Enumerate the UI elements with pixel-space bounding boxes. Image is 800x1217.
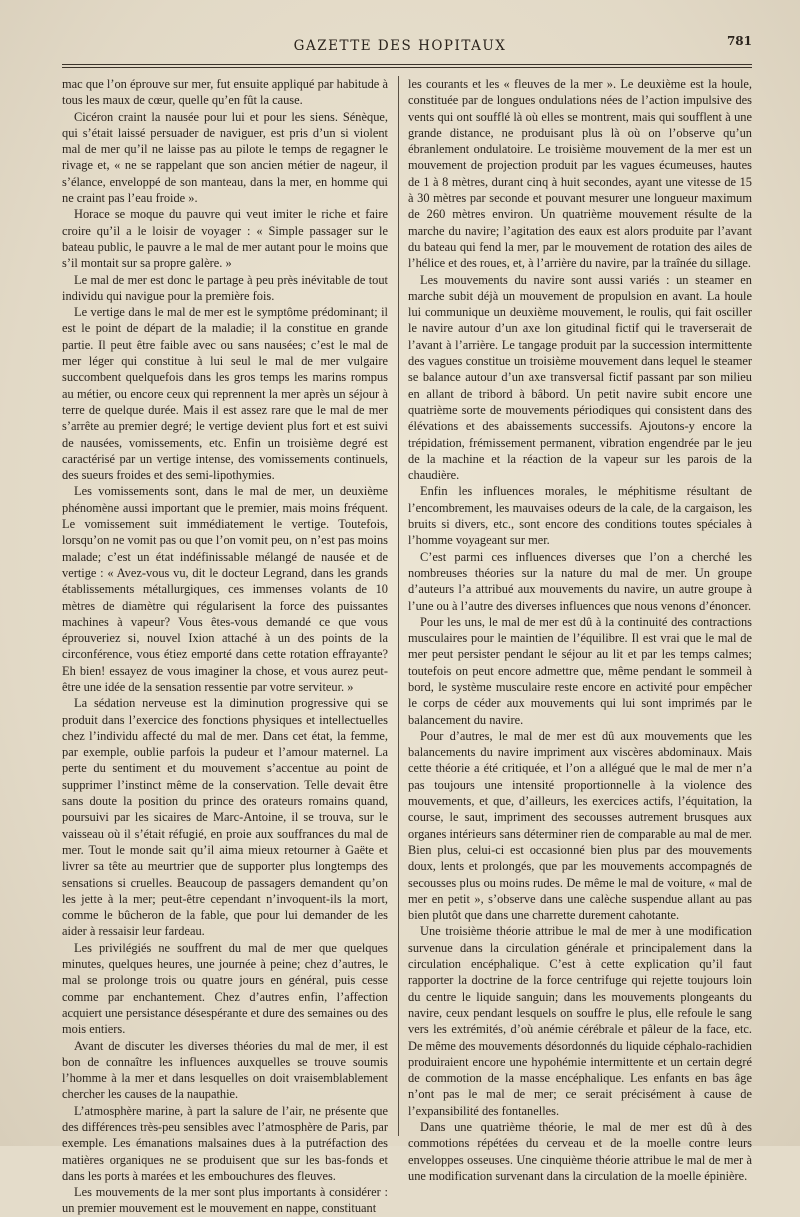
paragraph: les courants et les « fleuves de la mer ». Le deuxième est la houle, constituée par de longues ondulations nées de l’action impulsive des vents qui ont soufflé là où elles se montrent, mais qui soufflent à une grande distance, ne produisant plus là où on l’observe qu’un ébranlement ondulatoire. Le troisième mouvement de la mer est un mouvement de projection produit par les vagues écumeuses, hautes de 1 à 8 mètres, durant cinq à huit secondes, ayant une vitesse de 15 à 30 mètres par seconde et pouvant mesurer une longueur maximum de 260 mètres environ. Un quatrième mouvement résulte de la marche du navire; l’agitation des eaux est alors produite par l’avant du bateau qui fend la mer, par le mouvement de rotation des ailes de l’hélice et des roues, et, à l’arrière du navire, par la traînée du sillage.	[408, 77, 752, 271]
paragraph: Les mouvements de la mer sont plus importants à considérer : un premier mouvement est le mouvement en nappe, constituant	[62, 1185, 388, 1216]
paragraph: mac que l’on éprouve sur mer, fut ensuite appliqué par habitude à tous les maux de cœur, quelle qu’en fût la cause.	[62, 77, 388, 108]
column-divider	[398, 76, 399, 1136]
page-header	[0, 34, 800, 60]
page-number: 781	[726, 34, 752, 48]
paragraph: Pour les uns, le mal de mer est dû à la continuité des contractions musculaires pour le maintien de l’équilibre. Il est vrai que le mal de mer peut persister pendant le séjour au lit et par les temps calmes; toutefois on peut encore admettre que, même pendant le sommeil à bord, le système musculaire reste encore en activité pour empêcher le corps de céder aux mouvements qui lui sont imprimés par le balancement du navire.	[408, 614, 752, 727]
paragraph: Avant de discuter les diverses théories du mal de mer, il est bon de connaître les influences auxquelles se trouve soumis l’homme à la mer et dans lesquelles on doit vraisemblablement chercher les causes de la naupathie.	[62, 1038, 388, 1102]
right-column	[408, 76, 752, 1184]
paragraph: La sédation nerveuse est la diminution progressive qui se produit dans l’exercice des fonctions physiques et intellectuelles chez l’individu affecté du mal de mer. Dans cet état, la femme, par exemple, oublie parfois la pudeur et l’amour maternel. La perte du sentiment et du mouvement s’accentue au point de supprimer l’instinct même de la conservation. Telle devait être sans doute la position du prince des orateurs romains quand, poursuivi par les sicaires de Marc-Antoine, il se trouva, sur le vaisseau où il s’était réfugié, en proie aux souffrances du mal de mer. Tout le monde sait qu’il aima mieux retourner à Gaëte et livrer sa tête au meurtrier que de supporter plus longtemps des sensations si cruelles. Beaucoup de passagers demandent qu’on les jette à la mer; peut-être cependant n’invoquent-ils la mort, comme le bûcheron de la fable, que pour lui demander de les aider à ressaisir leur fardeau.	[62, 696, 388, 939]
paragraph: Cicéron craint la nausée pour lui et pour les siens. Sénèque, qui s’était laissé persuader de naviguer, est pris d’un si violent mal de mer qu’il ne laisse pas au pilote le temps de regagner le rivage et, « ne se rappelant que son ancien métier de nageur, il s’élance, enveloppé de son manteau, dans la mer, en homme qui ne craint pas l’eau froide ».	[62, 109, 388, 206]
paragraph: C’est parmi ces influences diverses que l’on a cherché les nombreuses théories sur la nature du mal de mer. Un groupe d’auteurs l’a attribué aux mouvements du navire, un autre groupe à l’une ou à l’autre des diverses influences que nous venons d’énoncer.	[408, 549, 752, 613]
left-column	[62, 76, 388, 1217]
paragraph: Horace se moque du pauvre qui veut imiter le riche et faire croire qu’il a le loisir de voyager : « Simple passager sur le bateau public, le pauvre a le mal de mer autant pour le moins que s’il montait sur sa propre galère. »	[62, 207, 388, 271]
paragraph: Les privilégiés ne souffrent du mal de mer que quelques minutes, quelques heures, une journée à peine; chez d’autres, le mal se prolonge trois ou quatre jours en général, puis cesse comme par enchantement. Chez d’autres enfin, l’affection acquiert une persistance désespérante et dure des semaines ou des mois entiers.	[62, 940, 388, 1037]
header-rule	[62, 64, 752, 65]
paragraph: Pour d’autres, le mal de mer est dû aux mouvements que les balancements du navire impriment aux viscères abdominaux. Mais cette théorie a été critiquée, et l’on a allégué que le mal de mer n’a pas toujours une intensité proportionnelle à la violence des mouvements, et que, d’ailleurs, les exercices actifs, l’équitation, la course, le saut, impriment des secousses autrement brusques aux organes intérieurs sans déterminer rien de comparable au mal de mer. Bien plus, celui-ci est occasionné bien plus par des mouvements doux, lents et prolongés, que par les mouvements accompagnés de secousses plus ou moins rudes. De même le mal de voiture, « mal de mer en petit », s’observe dans une calèche suspendue allant au pas bien plutôt que dans une charrette durement cahotante.	[408, 728, 752, 923]
paragraph: Dans une quatrième théorie, le mal de mer est dû à des commotions répétées du cerveau et de la moelle contre leurs enveloppes osseuses. Une cinquième théorie attribue le mal de mer à une modification survenant dans la circulation de la moelle épinière.	[408, 1120, 752, 1183]
paragraph: Le vertige dans le mal de mer est le symptôme prédominant; il est le point de départ de la maladie; il la constitue en grande partie. Il peut être faible avec ou sans nausées; c’est le mal de mer léger qui constitue à lui seul le mal de mer vulgaire succombent quelquefois dans les gros temps les marins rompus au métier, ou encore ceux qui reprennent la mer après un séjour à terre de quelque durée. Mais il est assez rare que le mal de mer s’arrête au premier degré; le vertige devient plus fort et est suivi de nausées, vomissements, etc. Enfin un troisième degré est caractérisé par un vertige intense, des vomissements continuels, des sueurs froides et des semi-lipothymies.	[62, 305, 388, 483]
paragraph: Une troisième théorie attribue le mal de mer à une modification survenue dans la circulation générale et principalement dans la circulation encéphalique. C’est à cette explication qu’il faut rapporter la doctrine de la force centrifuge qui rejette toujours loin du centre le liquide sanguin; dans les mouvements plongeants du navire, ceux pendant lesquels on souffre le plus, elle refoule le sang vers les extrémités, d’où anémie cérébrale et pâleur de la face, etc. De même des mouvements désordonnés du liquide céphalo-rachidien produiraient encore une hypohémie intermittente et un certain degré de commotion de la masse encéphalique. Les enfants en bas âge n’ont pas le mal de mer; ce serait précisément à cause de l’expansibilité des fontanelles.	[408, 924, 752, 1118]
running-title: GAZETTE DES HOPITAUX	[293, 38, 507, 54]
paragraph: L’atmosphère marine, à part la salure de l’air, ne présente que des différences très-peu sensibles avec l’atmosphère de Paris, par exemple. Les émanations malsaines dues à la putréfaction des matières organiques ne se produisent que sur les bas-fonds et dans les ports à marées et les embouchures des fleuves.	[62, 1103, 388, 1183]
paragraph: Enfin les influences morales, le méphitisme résultant de l’encombrement, les mauvaises odeurs de la cale, de la cargaison, les bruits si divers, etc., sont encore des conditions toutes spéciales à l’homme voyageant sur mer.	[408, 484, 752, 548]
paragraph: Le mal de mer est donc le partage à peu près inévitable de tout individu qui navigue pour la première fois.	[62, 272, 388, 303]
header-rule-thin	[62, 67, 752, 68]
paragraph: Les vomissements sont, dans le mal de mer, un deuxième phénomène aussi important que le premier, mais moins fréquent. Le vomissement suit immédiatement le vertige. Toutefois, lorsqu’on ne vomit pas ou que l’on vomit peu, on n’est pas moins malade; c’est un état indéfinissable mélangé de nausée et de vertige : « Avez-vous vu, dit le docteur Legrand, dans les grands établissements métallurgiques, ces immenses volants de 10 mètres de diamètre qui régularisent la force des puissantes machines à vapeur? Vous êtes-vous demandé ce que vous éprouveriez si, nouvel Ixion attaché à un des points de la circonférence, vous étiez emporté dans cette rotation effrayante? Eh bien! essayez de vous imaginer la chose, et vous aurez peut-être une idée de la sensation ressentie par votre serviteur. »	[62, 484, 388, 694]
paragraph: Les mouvements du navire sont aussi variés : un steamer en marche subit déjà un mouvement de propulsion en avant. La houle lui communique un deuxième mouvement, le roulis, qui fait osciller le navire autour d’un axe lon gitudinal fictif qui le traverserait de l’avant à l’arrière. Le tangage produit par la succession intermittente des vagues constitue un troisième mouvement dans lequel le steamer se balance autour d’un axe transversal fictif passant par son milieu en allant de tribord à bâbord. Un petit navire subit encore une quatrième sorte de mouvements périodiques qui consistent dans des élévations et des abaissements successifs. Ajoutons-y encore la trépidation, frémissement permanent, vibration engendrée par le jeu de la machine et la réaction de la vapeur sur les parois de la chaudière.	[408, 272, 752, 483]
